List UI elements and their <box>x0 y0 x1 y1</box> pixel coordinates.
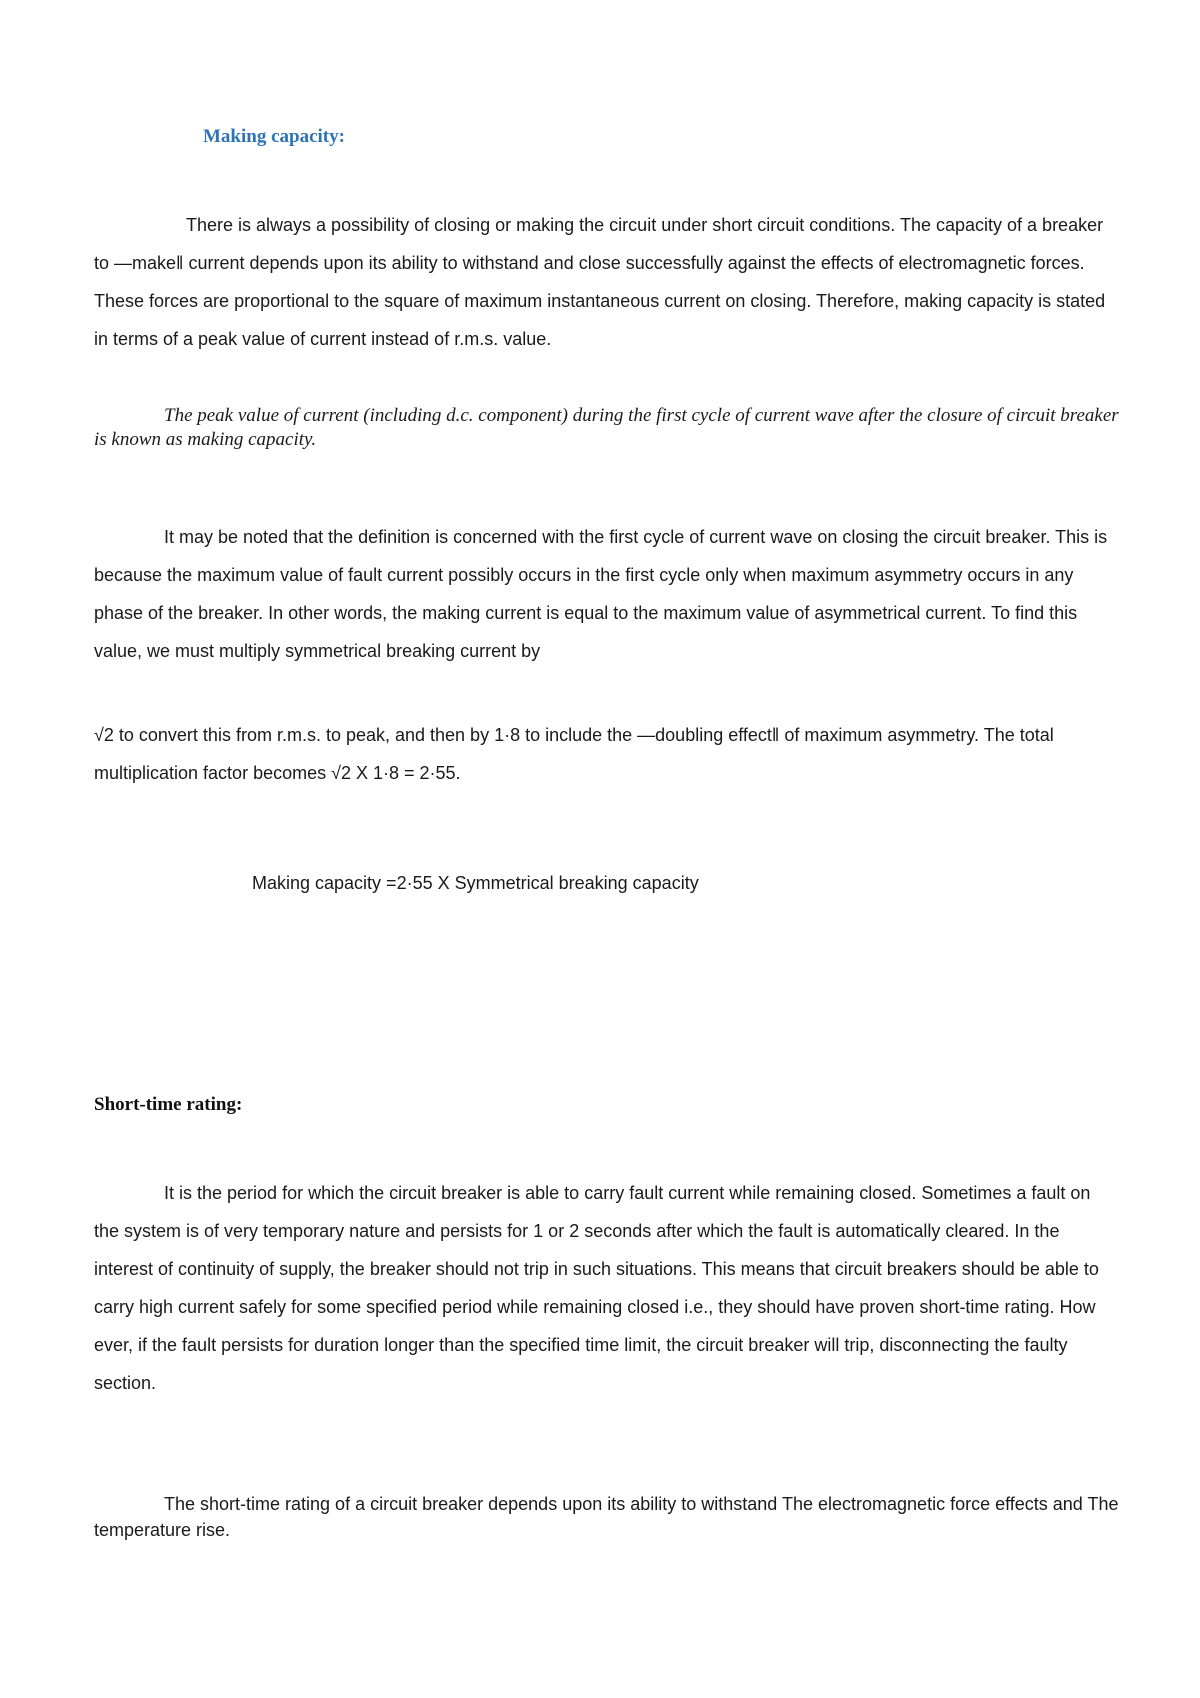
making-capacity-paragraph-2: It may be noted that the definition is concerned with the first cycle of current wave on closing the circuit breaker. This is because the maximum value of fault current possibly occurs in the first cycle only when maximum asymmetry occurs in any phase of the breaker. In other words, the making current is equal to the maximum value of asymmetrical current. To find this value, we must multiply symmetrical breaking current by <box>94 527 1108 661</box>
short-time-rating-paragraph-2: The short-time rating of a circuit breaker depends upon its ability to withstand The electromagnetic force effects and The temperature rise. <box>94 1494 1119 1540</box>
short-time-rating-heading: Short-time rating: <box>94 1094 243 1115</box>
making-capacity-formula: Making capacity =2·55 X Symmetrical breaking capacity <box>252 873 699 893</box>
making-capacity-definition: The peak value of current (including d.c. component) during the first cycle of current wave after the closure of circuit breaker is known as making capacity. <box>94 405 1119 450</box>
making-capacity-paragraph-3: √2 to convert this from r.m.s. to peak, and then by 1·8 to include the ―doubling effect‖ of maximum asymmetry. The total multiplication factor becomes √2 X 1·8 = 2·55. <box>94 725 1054 783</box>
making-capacity-heading: Making capacity: <box>203 126 345 147</box>
making-capacity-paragraph-1: There is always a possibility of closing or making the circuit under short circuit conditions. The capacity of a breaker to ―make‖ current depends upon its ability to withstand and close successfully against the effects of electromagnetic forces. These forces are proportional to the square of maximum instantaneous current on closing. Therefore, making capacity is stated in terms of a peak value of current instead of r.m.s. value. <box>94 215 1106 349</box>
short-time-rating-paragraph-1: It is the period for which the circuit breaker is able to carry fault current while remaining closed. Sometimes a fault on the system is of very temporary nature and persists for 1 or 2 seconds after which the fault is automatically cleared. In the interest of continuity of supply, the breaker should not trip in such situations. This means that circuit breakers should be able to carry high current safely for some specified period while remaining closed i.e., they should have proven short-time rating. How ever, if the fault persists for duration longer than the specified time limit, the circuit breaker will trip, disconnecting the faulty section. <box>94 1183 1099 1393</box>
